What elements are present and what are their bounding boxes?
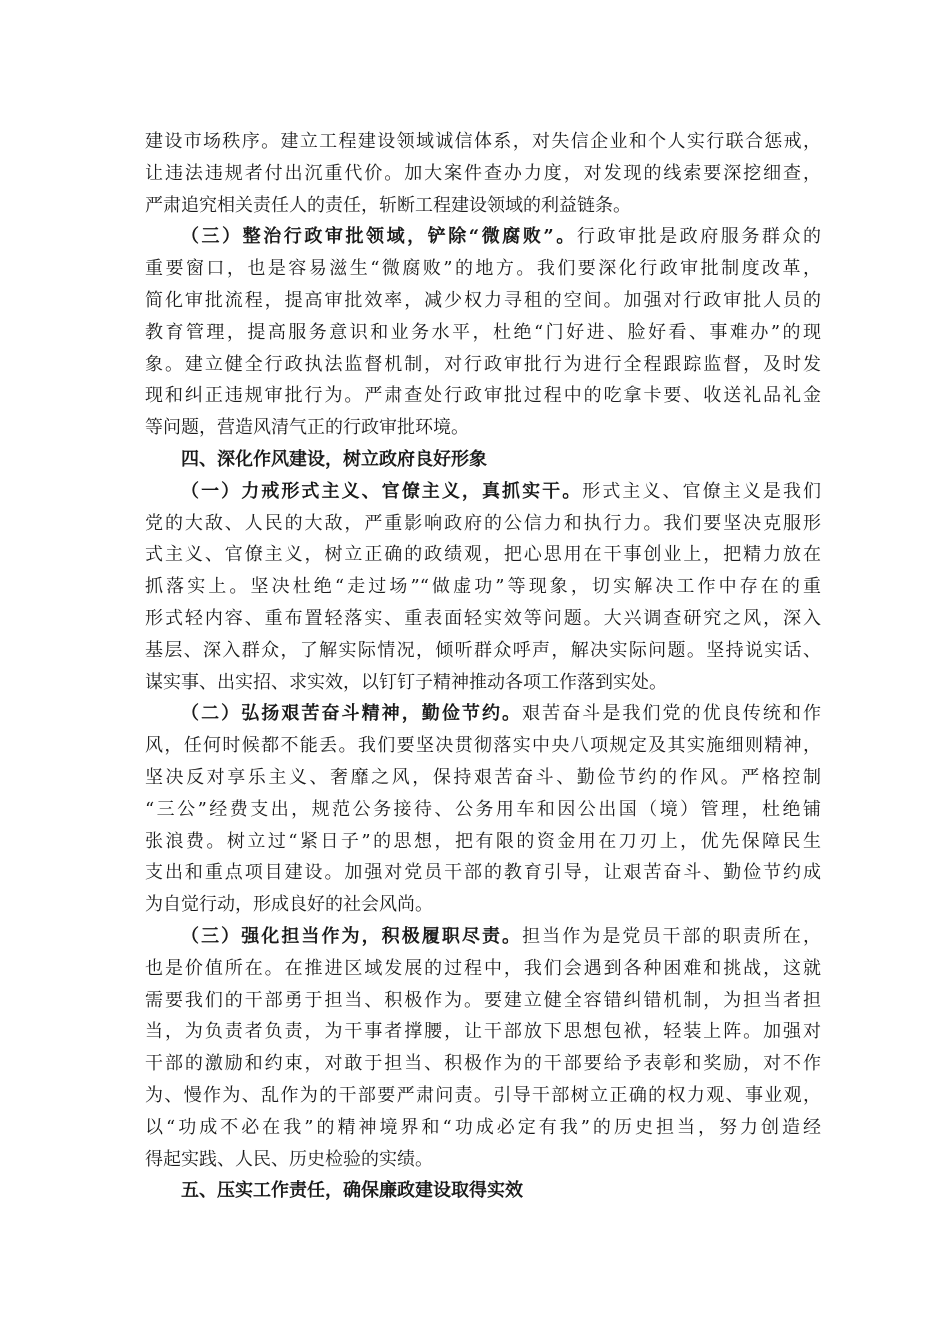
text-line: 为、慢作为、乱作为的干部要严肃问责。引导干部树立正确的权力观、事业观， (145, 1084, 821, 1106)
text-line: 式主义、官僚主义，树立正确的政绩观，把心思用在干事创业上，把精力放在 (145, 544, 821, 566)
paragraph (145, 921, 821, 1175)
text-line: 需要我们的干部勇于担当、积极作为。要建立健全容错纠错机制，为担当者担 (145, 989, 821, 1011)
paragraph-first-line (145, 698, 821, 730)
text-line: 形式轻内容、重布置轻落实、重表面轻实效等问题。大兴调查研究之风，深入 (145, 607, 821, 629)
text-line: 张浪费。树立过“紧日子”的思想，把有限的资金用在刀刃上，优先保障民生 (145, 830, 821, 852)
paragraph-first-line (145, 221, 821, 253)
text-line: 当，为负责者负责，为干事者撑腰，让干部放下思想包袱，轻装上阵。加强对 (145, 1021, 821, 1043)
paragraph-lead: （一）力戒形式主义、官僚主义，真抓实干。 (181, 480, 583, 502)
text-line: 严肃追究相关责任人的责任，斩断工程建设领域的利益链条。 (145, 194, 631, 216)
paragraph (145, 476, 821, 699)
text-line: 谋实事、出实招、求实效，以钉钉子精神推动各项工作落到实处。 (145, 671, 667, 693)
text-line: 以“功成不必在我”的精神境界和“功成必定有我”的历史担当，努力创造经 (145, 1116, 821, 1138)
text-line: 风，任何时候都不能丢。我们要坚决贯彻落实中央八项规定及其实施细则精神， (145, 735, 821, 757)
text-line: 重要窗口，也是容易滋生“微腐败”的地方。我们要深化行政审批制度改革， (145, 258, 821, 280)
text-line: 得起实践、人民、历史检验的实绩。 (145, 1148, 433, 1170)
text-line: 也是价值所在。在推进区域发展的过程中，我们会遇到各种困难和挑战，这就 (145, 957, 821, 979)
document-page (145, 126, 821, 1207)
text-line: 等问题，营造风清气正的行政审批环境。 (145, 417, 469, 439)
paragraph-lead: （二）弘扬艰苦奋斗精神，勤俭节约。 (181, 703, 523, 725)
paragraph-first-line (145, 476, 821, 508)
text-line: 为自觉行动，形成良好的社会风尚。 (145, 894, 433, 916)
paragraph (145, 126, 821, 221)
text-line: 支出和重点项目建设。加强对党员干部的教育引导，让艰苦奋斗、勤俭节约成 (145, 862, 821, 884)
text-line: 建设市场秩序。建立工程建设领域诚信体系，对失信企业和个人实行联合惩戒， (145, 131, 821, 152)
paragraph (145, 221, 821, 444)
text-line: 让违法违规者付出沉重代价。加大案件查办力度，对发现的线索要深挖细查， (145, 162, 821, 184)
paragraph-lead-rest: 担当作为是党员干部的职责所在， (522, 925, 822, 947)
text-line: 抓落实上。坚决杜绝“走过场”“做虚功”等现象，切实解决工作中存在的重 (145, 576, 821, 598)
text-line: 干部的激励和约束，对敢于担当、积极作为的干部要给予表彰和奖励，对不作 (145, 1053, 821, 1075)
paragraph-first-line (145, 921, 821, 953)
paragraph-lead: （三）整治行政审批领域，铲除“微腐败”。 (181, 226, 577, 248)
section-heading: 四、深化作风建设，树立政府良好形象 (181, 448, 487, 470)
text-line: “三公”经费支出，规范公务接待、公务用车和因公出国（境）管理，杜绝铺 (145, 798, 821, 820)
section-heading: 五、压实工作责任，确保廉政建设取得实效 (181, 1180, 523, 1202)
text-line: 现和纠正违规审批行为。严肃查处行政审批过程中的吃拿卡要、收送礼品礼金 (145, 385, 821, 407)
text-line: 象。建立健全行政执法监督机制，对行政审批行为进行全程跟踪监督，及时发 (145, 353, 821, 375)
paragraph (145, 698, 821, 921)
text-line: 简化审批流程，提高审批效率，减少权力寻租的空间。加强对行政审批人员的 (145, 289, 821, 311)
paragraph-lead: （三）强化担当作为，积极履职尽责。 (181, 925, 523, 947)
text-line: 坚决反对享乐主义、奢靡之风，保持艰苦奋斗、勤俭节约的作风。严格控制 (145, 766, 821, 788)
paragraph-lead-rest: 形式主义、官僚主义是我们 (582, 480, 822, 502)
text-line: 教育管理，提高服务意识和业务水平，杜绝“门好进、脸好看、事难办”的现 (145, 321, 821, 343)
text-line: 党的大敌、人民的大敌，严重影响政府的公信力和执行力。我们要坚决克服形 (145, 512, 821, 534)
paragraph-lead-rest: 艰苦奋斗是我们党的优良传统和作 (522, 703, 822, 725)
paragraph-lead-rest: 行政审批是政府服务群众的 (576, 226, 821, 248)
text-line: 基层、深入群众，了解实际情况，倾听群众呼声，解决实际问题。坚持说实话、 (145, 639, 821, 661)
